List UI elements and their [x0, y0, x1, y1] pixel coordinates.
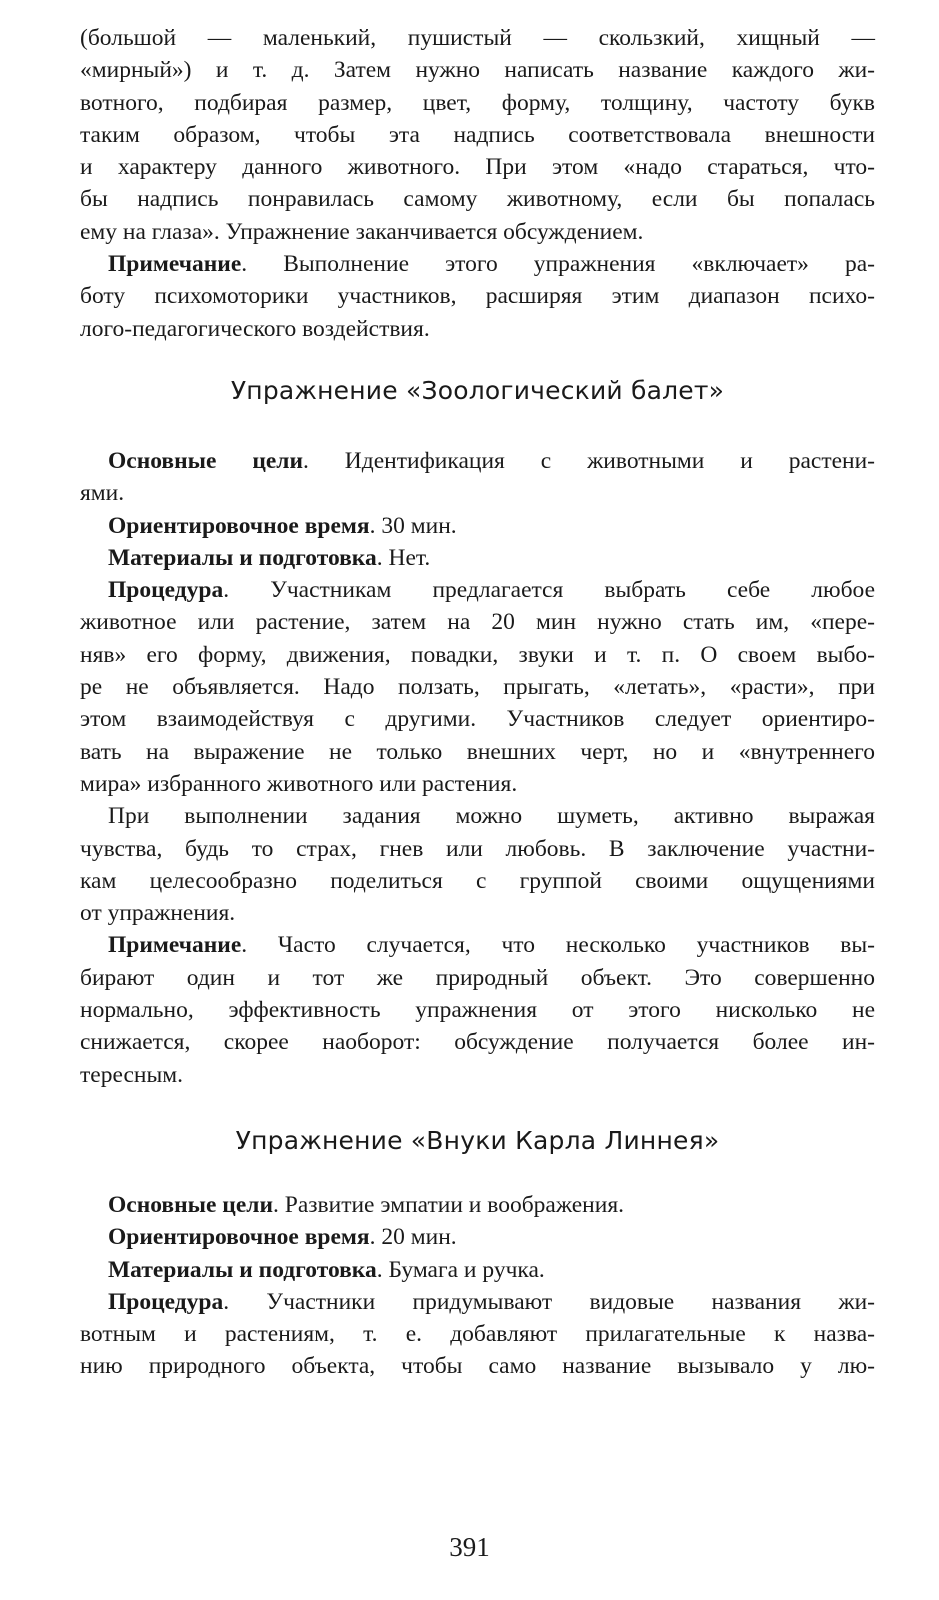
goals-label: Основные цели	[108, 1191, 273, 1218]
text-line: бирают один и тот же природный объект. Это совершенно	[80, 964, 875, 991]
note-text: . Выполнение этого упражнения «включает» ра-	[241, 251, 875, 278]
text-line: тересным.	[80, 1061, 184, 1088]
text-line: от упражнения.	[80, 900, 236, 927]
materials-value: . Бумага и ручка.	[376, 1256, 545, 1283]
text-line	[80, 445, 875, 477]
materials-label: Материалы и подготовка	[108, 1256, 377, 1283]
continuation-note	[80, 248, 875, 345]
text-line	[80, 248, 875, 280]
exercise2-procedure	[80, 1286, 875, 1383]
time-value: . 30 мин.	[369, 512, 457, 539]
text-line	[80, 1286, 875, 1318]
exercise1-procedure	[80, 574, 875, 800]
exercise1-materials	[80, 542, 875, 574]
time-label: Ориентировочное время	[108, 1224, 370, 1251]
text-line: этом взаимодействуя с другими. Участников следует ориентиро-	[80, 706, 875, 733]
text-line	[80, 574, 875, 606]
text-line: вать на выражение не только внешних черт, но и «внутреннего	[80, 738, 875, 765]
goals-text: . Идентификация с животными и растени-	[303, 447, 876, 474]
text-line: бы надпись понравилась самому животному, если бы попалась	[80, 186, 875, 213]
text-line: вотного, подбирая размер, цвет, форму, толщину, частоту букв	[80, 89, 875, 116]
text-line: таким образом, чтобы эта надпись соответствовала внешности	[80, 121, 875, 148]
text-line: ему на глаза». Упражнение заканчивается обсуждением.	[80, 218, 644, 245]
procedure-text: . Участникам предлагается выбрать себе любое	[223, 577, 875, 604]
text-line: кам целесообразно поделиться с группой своими ощущениями	[80, 867, 875, 894]
text-line: (большой — маленький, пушистый — скользкий, хищный —	[80, 25, 875, 51]
text-line: нию природного объекта, чтобы само название вызывало у лю-	[80, 1353, 875, 1380]
procedure-text: . Участники придумывают видовые названия жи-	[223, 1288, 875, 1315]
text-line: снижается, скорее наоборот: обсуждение получается более ин-	[80, 1029, 875, 1056]
text-line: вотным и растениям, т. е. добавляют прилагательные к назва-	[80, 1321, 875, 1348]
materials-value: . Нет.	[376, 544, 431, 571]
exercise2-goals	[80, 1189, 875, 1221]
exercise1-paragraph	[80, 800, 875, 929]
text-line	[80, 929, 875, 961]
text-line: При выполнении задания можно шуметь, активно выражая	[108, 803, 875, 830]
note-label: Примечание	[108, 251, 242, 278]
page-number: 391	[449, 1532, 490, 1562]
exercise1-goals	[80, 445, 875, 510]
goals-text: . Развитие эмпатии и воображения.	[273, 1191, 625, 1218]
note-text: . Часто случается, что несколько участников вы-	[241, 932, 875, 959]
text-line: боту психомоторики участников, расширяя этим диапазон психо-	[80, 283, 875, 310]
exercise2-time	[80, 1221, 875, 1253]
time-label: Ориентировочное время	[108, 512, 370, 539]
section-heading: Упражнение «Внуки Карла Линнея»	[235, 1125, 720, 1155]
text-line: лого-педагогического воздействия.	[80, 315, 430, 342]
text-line: ре не объявляется. Надо ползать, прыгать, «летать», «расти», при	[80, 674, 875, 701]
text-line: нормально, эффективность упражнения от этого нисколько не	[80, 997, 875, 1024]
page-body	[80, 22, 875, 1383]
procedure-label: Процедура	[108, 577, 224, 604]
section-heading: Упражнение «Зоологический балет»	[230, 375, 725, 405]
text-line: и характеру данного животного. При этом «надо стараться, что-	[80, 154, 875, 181]
text-line: «мирный») и т. д. Затем нужно написать название каждого жи-	[80, 57, 875, 84]
materials-label: Материалы и подготовка	[108, 544, 377, 571]
text-line: няв» его форму, движения, повадки, звуки и т. п. О своем выбо-	[80, 641, 875, 668]
continuation-paragraph	[80, 22, 875, 248]
text-line: чувства, будь то страх, гнев или любовь. В заключение участни-	[80, 835, 875, 862]
exercise1-time	[80, 510, 875, 542]
procedure-label: Процедура	[108, 1288, 224, 1315]
time-value: . 20 мин.	[369, 1224, 457, 1251]
goals-label: Основные цели	[108, 447, 304, 474]
note-label: Примечание	[108, 932, 242, 959]
text-line: мира» избранного животного или растения.	[80, 770, 518, 797]
exercise2-materials	[80, 1254, 875, 1286]
text-line: животное или растение, затем на 20 мин нужно стать им, «пере-	[80, 609, 875, 636]
exercise1-note	[80, 929, 875, 1090]
text-line: ями.	[80, 480, 125, 507]
